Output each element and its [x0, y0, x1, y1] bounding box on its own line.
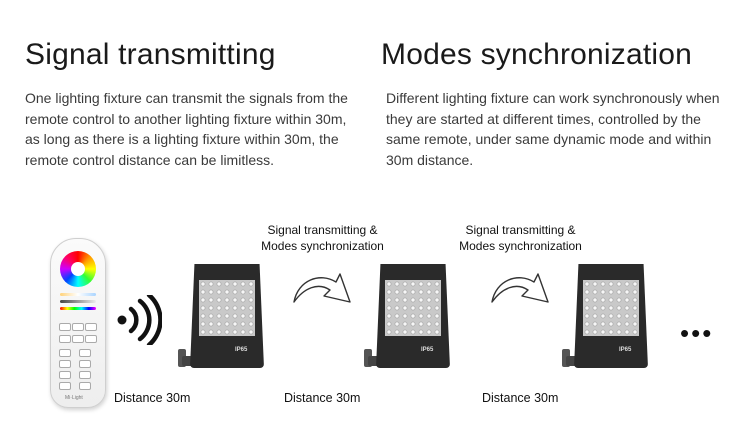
floodlight-icon	[376, 264, 450, 384]
remote-button	[72, 335, 84, 343]
caption-2-line1: Signal transmitting &	[465, 223, 576, 237]
caption-1	[255, 222, 390, 254]
remote-button	[72, 323, 84, 331]
caption-2	[453, 222, 588, 254]
modes-sync-title: Modes synchronization	[381, 38, 693, 71]
color-wheel	[60, 251, 96, 287]
ip-rating-label: IP65	[619, 347, 632, 353]
remote-button	[59, 360, 71, 368]
remote-button	[79, 349, 91, 357]
modes-sync-description: Different lighting fixture can work synchronously when they are started at different times, controlled by the same remote, under same dynamic mode and within 30m distance.	[386, 90, 720, 168]
remote-control-icon	[50, 238, 106, 408]
wireless-signal-icon	[116, 295, 162, 345]
remote-button	[59, 371, 71, 379]
remote-button	[79, 371, 91, 379]
signal-transmitting-description: One lighting fixture can transmit the signals from the remote control to another lighting fixture within 30m, as long as there is a lighting fixture within 30m, the remote control distance can be limitless.	[25, 90, 348, 168]
continuation-dots: •••	[680, 318, 714, 348]
remote-brand: Mi·Light	[65, 395, 83, 401]
floodlight-icon	[190, 264, 264, 384]
brightness-bar	[60, 300, 96, 303]
ip-rating-label: IP65	[235, 347, 248, 353]
remote-button	[59, 323, 71, 331]
curved-arrow-icon	[290, 266, 354, 312]
distance-label-1: Distance 30m	[114, 391, 191, 405]
floodlight-icon	[574, 264, 648, 384]
signal-transmitting-title: Signal transmitting	[25, 38, 276, 71]
remote-button	[79, 360, 91, 368]
remote-button	[59, 349, 71, 357]
caption-1-line1: Signal transmitting &	[267, 223, 378, 237]
remote-button	[85, 323, 97, 331]
remote-button	[85, 335, 97, 343]
led-panel	[583, 280, 639, 336]
hue-bar	[60, 307, 96, 310]
remote-button	[59, 382, 71, 390]
distance-label-3: Distance 30m	[482, 391, 559, 405]
ip-rating-label: IP65	[421, 347, 434, 353]
remote-button	[79, 382, 91, 390]
curved-arrow-icon	[488, 266, 552, 312]
led-panel	[199, 280, 255, 336]
distance-label-2: Distance 30m	[284, 391, 361, 405]
cct-bar	[60, 293, 96, 296]
caption-2-line2: Modes synchronization	[459, 239, 582, 253]
remote-button	[59, 335, 71, 343]
caption-1-line2: Modes synchronization	[261, 239, 384, 253]
led-panel	[385, 280, 441, 336]
